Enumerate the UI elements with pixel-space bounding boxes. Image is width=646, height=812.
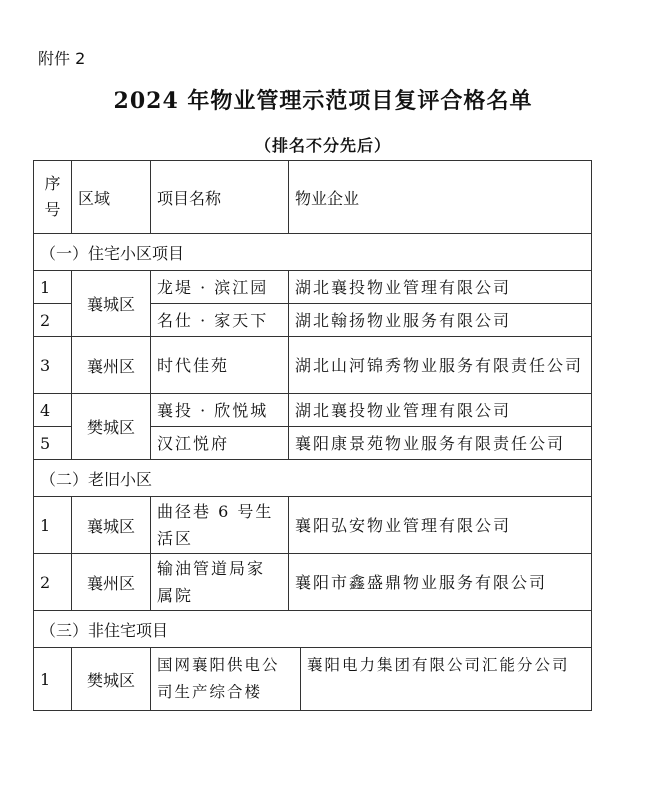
header-company: 物业企业 — [289, 161, 592, 234]
row-project: 襄投 · 欣悦城 — [151, 394, 289, 427]
table-row — [34, 554, 592, 611]
section-heading: （一）住宅小区项目 — [34, 234, 592, 271]
row-company: 襄阳弘安物业管理有限公司 — [289, 497, 592, 554]
header-project: 项目名称 — [151, 161, 289, 234]
table-row — [34, 271, 592, 304]
page-title: 2024 年物业管理示范项目复评合格名单 — [113, 88, 533, 114]
row-project: 时代佳苑 — [151, 337, 289, 394]
section-heading: （二）老旧小区 — [34, 460, 592, 497]
header-seq — [34, 161, 72, 234]
header-district: 区域 — [72, 161, 151, 234]
row-company: 湖北襄投物业管理有限公司 — [289, 394, 592, 427]
row-project: 输油管道局家属院 — [151, 554, 289, 611]
row-seq: 3 — [34, 337, 72, 394]
table-row — [34, 394, 592, 427]
row-seq: 2 — [34, 304, 72, 337]
section-row — [34, 234, 592, 271]
attachment-label: 附件 2 — [38, 49, 86, 68]
table-row — [34, 648, 592, 711]
row-company: 襄阳市鑫盛鼎物业服务有限公司 — [289, 554, 592, 611]
section-heading: （三）非住宅项目 — [34, 611, 592, 648]
page-subtitle: （排名不分先后） — [254, 136, 391, 155]
section-row — [34, 611, 592, 648]
table-row — [34, 337, 592, 394]
row-district: 襄州区 — [72, 554, 151, 611]
row-district: 襄城区 — [72, 271, 151, 337]
row-project: 国网襄阳供电公司生产综合楼 — [151, 648, 301, 710]
row-project: 名仕 · 家天下 — [151, 304, 289, 337]
row-district: 襄州区 — [72, 337, 151, 394]
row-seq: 2 — [34, 554, 72, 611]
row-company: 湖北翰扬物业服务有限公司 — [289, 304, 592, 337]
row-company: 襄阳电力集团有限公司汇能分公司 — [307, 656, 570, 674]
row-project-company — [151, 648, 592, 711]
row-seq: 1 — [34, 648, 72, 711]
row-district: 樊城区 — [72, 394, 151, 460]
table-row — [34, 497, 592, 554]
row-seq: 4 — [34, 394, 72, 427]
row-district: 樊城区 — [72, 648, 151, 711]
row-district: 襄城区 — [72, 497, 151, 554]
row-company: 襄阳康景苑物业服务有限责任公司 — [289, 427, 592, 460]
row-seq: 1 — [34, 271, 72, 304]
row-project: 曲径巷 6 号生活区 — [151, 497, 289, 554]
row-seq: 1 — [34, 497, 72, 554]
row-project: 龙堤 · 滨江园 — [151, 271, 289, 304]
row-project: 汉江悦府 — [151, 427, 289, 460]
header-seq-line2: 号 — [44, 200, 61, 219]
header-seq-line1: 序 — [44, 174, 61, 193]
results-table — [33, 160, 592, 711]
row-company: 湖北山河锦秀物业服务有限责任公司 — [289, 337, 592, 394]
section-row — [34, 460, 592, 497]
row-company: 湖北襄投物业管理有限公司 — [289, 271, 592, 304]
table-header-row — [34, 161, 592, 234]
row-seq: 5 — [34, 427, 72, 460]
